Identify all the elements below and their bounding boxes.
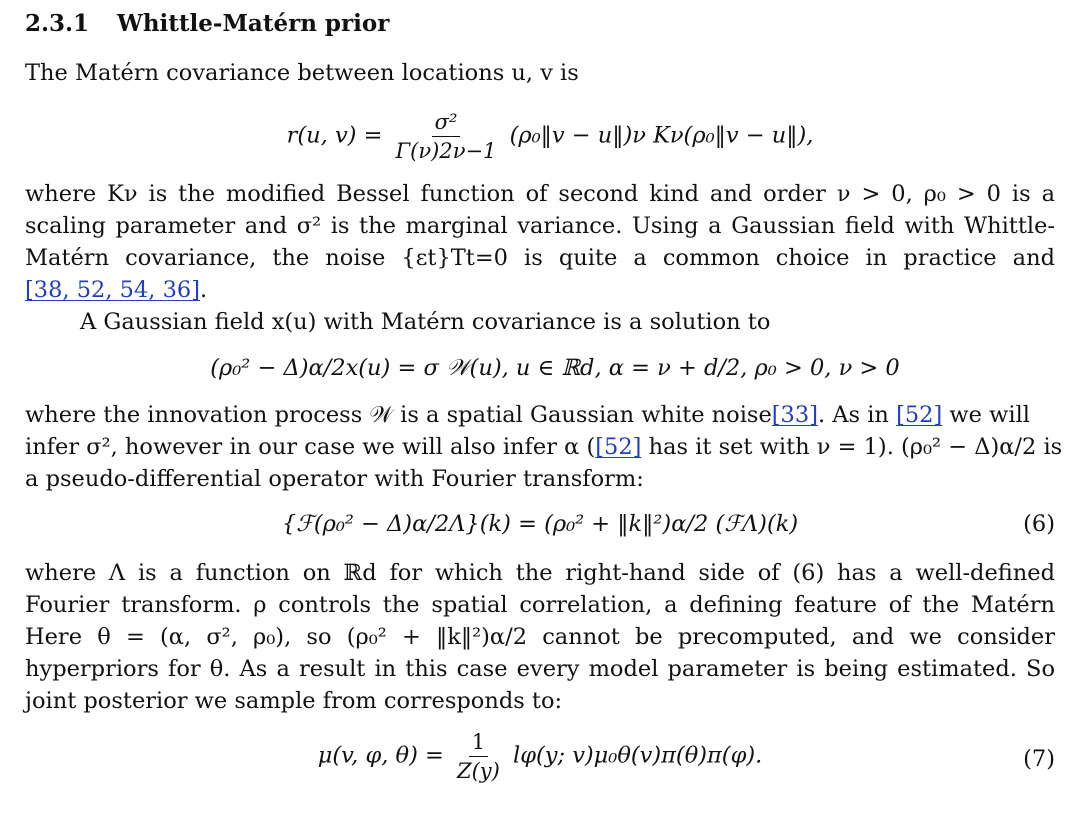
equation-spde [25,352,1055,384]
eq-post-denominator: Z(y) [457,759,500,783]
eq-cov-denominator: Γ(ν)2ν−1 [395,139,497,163]
eq-post-rhs: lφ(y; v)μ₀θ(v)π(θ)π(φ). [513,742,763,769]
paragraph-gaussian-field [25,306,1055,338]
text-line [25,431,1063,463]
citation-tail: . [200,277,208,303]
eq-post-fraction [454,728,503,785]
section-heading [25,8,389,40]
text-line: Fourier transform. ρ controls the spatial correlation, a defining feature of the Matérn [25,592,1055,618]
paragraph-lambda [25,557,1055,717]
text-line: A Gaussian field x(u) with Matérn covariance is a solution to [80,309,771,335]
eq-post-numerator: 1 [469,728,488,757]
eq-cov-lhs: r(u, v) = [286,122,383,149]
citation-link[interactable]: [52] [595,434,642,460]
citation-link[interactable]: [38, 52, 54, 36] [25,277,200,303]
citation-link[interactable]: [52] [896,402,943,428]
eq-cov-rhs: (ρ₀‖v − u‖)ν Kν(ρ₀‖v − u‖), [509,122,814,149]
paragraph-bessel [25,178,1055,306]
equation-number: (7) [1023,746,1055,772]
eq-cov-fraction [393,108,500,165]
text-segment: . As in [817,402,889,428]
text-segment: has it set with ν = 1). (ρ₀² − Δ)α/2 is [648,434,1063,460]
paragraph-innovation [25,399,1063,495]
text-line: scaling parameter and σ² is the marginal variance. Using a Gaussian field with Whittle- [25,213,1055,239]
text-segment: where the innovation process 𝒲 is a spatial Gaussian white noise [25,402,772,428]
intro-line: The Matérn covariance between locations u, v is [25,60,579,86]
eq-post-lhs: μ(v, φ, θ) = [317,742,444,769]
eq-cov-numerator: σ² [432,108,461,137]
equation-number: (6) [1023,511,1055,537]
section-number: 2.3.1 [25,10,90,37]
text-line [25,399,1055,431]
text-segment: infer σ², however in our case we will also infer α ( [25,434,596,460]
text-line: where Kν is the modified Bessel function of second kind and order ν > 0, ρ₀ > 0 is a [25,181,1055,207]
intro-paragraph [25,57,1055,89]
equation-covariance [25,108,1055,168]
citation-link[interactable]: [33] [771,402,818,428]
text-line: Matérn covariance, the noise {εt}Tt=0 is quite a common choice in practice and [25,245,1055,271]
text-segment: we will [949,402,1030,428]
text-line: a pseudo-differential operator with Fourier transform: [25,466,644,492]
equation-posterior [25,728,1055,790]
text-line: where Λ is a function on ℝd for which the right-hand side of (6) has a well-defined [25,560,1055,586]
eq-spde-text: (ρ₀² − Δ)α/2x(u) = σ 𝒲(u), u ∈ ℝd, α = ν + d/2, ρ₀ > 0, ν > 0 [210,355,900,381]
text-line: joint posterior we sample from corresponds to: [25,688,563,714]
text-line: hyperpriors for θ. As a result in this case every model parameter is being estimated. So [25,656,1055,682]
equation-fourier [25,508,1055,540]
text-line: Here θ = (α, σ², ρ₀), so (ρ₀² + ‖k‖²)α/2 cannot be precomputed, and we consider [25,624,1055,650]
eq-fourier-text: {ℱ(ρ₀² − Δ)α/2Λ}(k) = (ρ₀² + ‖k‖²)α/2 (ℱΛ)(k) [281,511,799,537]
text-line [25,274,1055,306]
section-title: Whittle-Matérn prior [117,10,390,37]
